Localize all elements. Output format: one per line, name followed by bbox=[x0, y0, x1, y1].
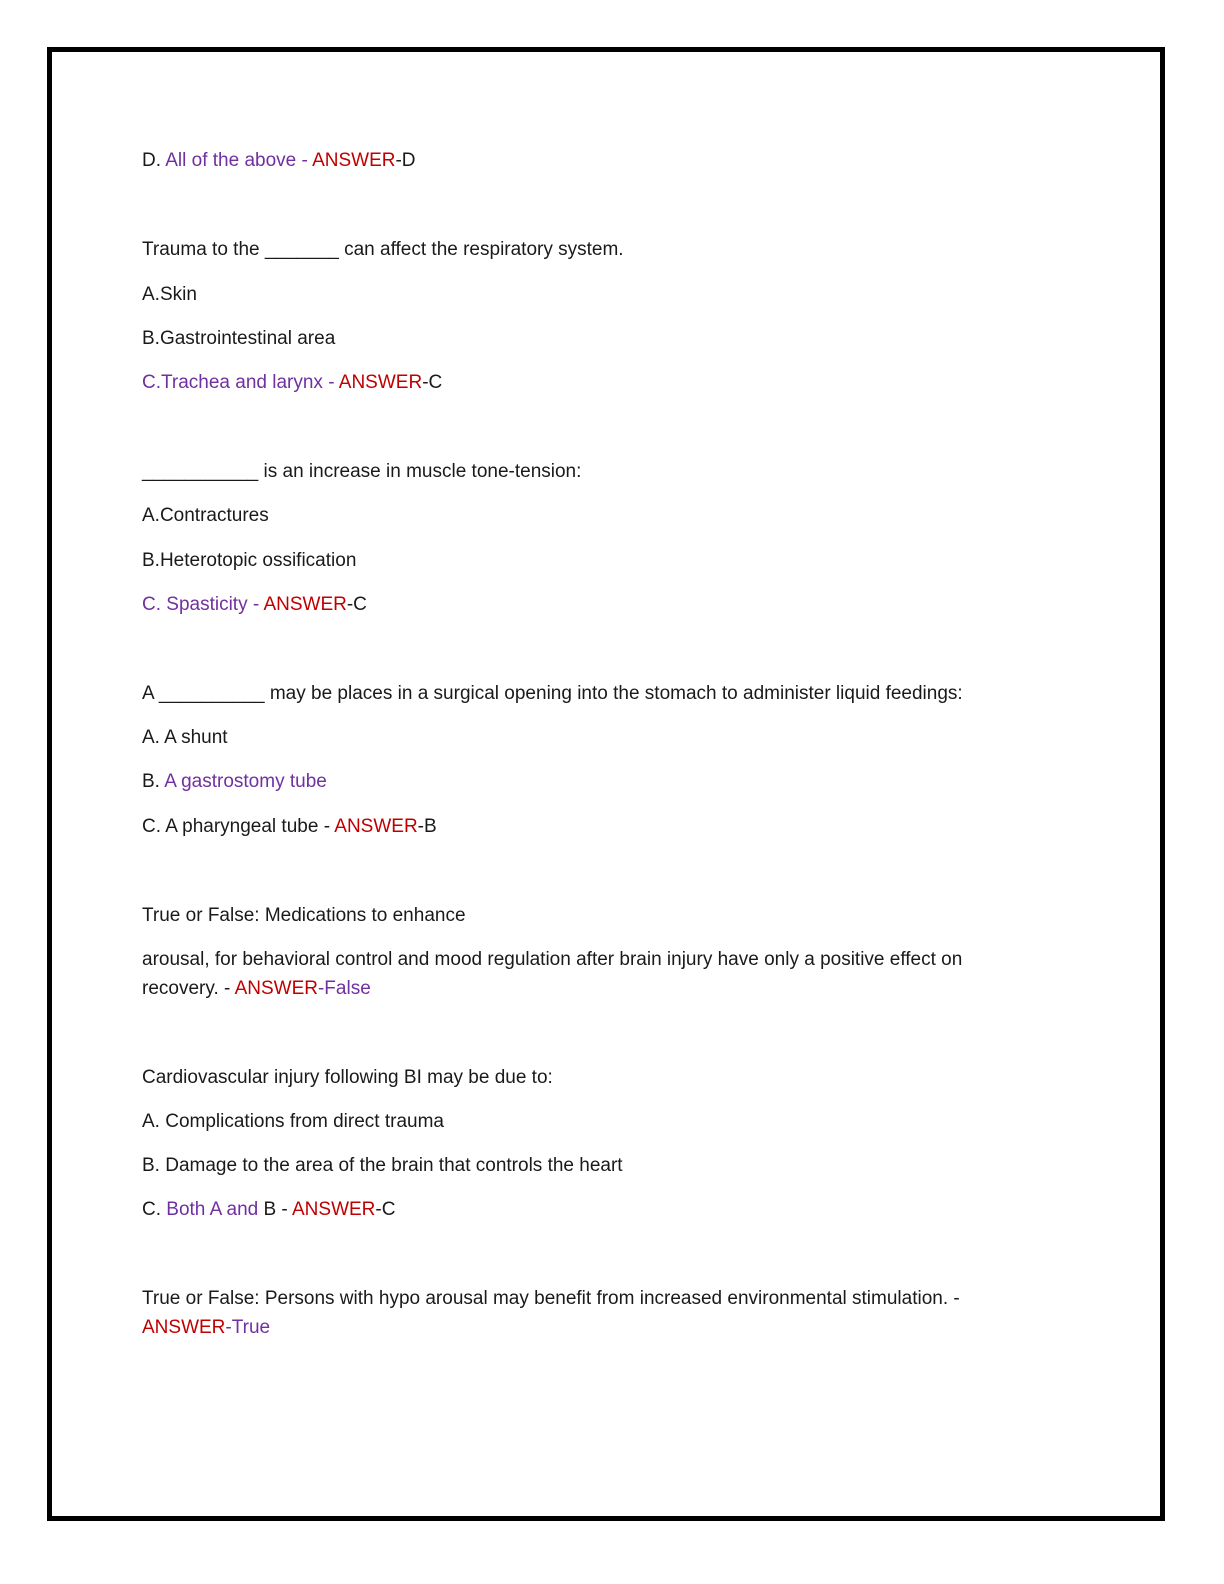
q1-option-c bbox=[142, 368, 442, 397]
separator: - bbox=[276, 1199, 292, 1220]
question-text: arousal, for behavioral control and mood regulation after brain injury have only a positive effect on recovery. bbox=[142, 949, 963, 999]
answer-label: ANSWER bbox=[292, 1199, 376, 1220]
q3-option-a: A. A shunt bbox=[142, 727, 228, 748]
separator: - bbox=[322, 372, 339, 393]
q1-option-a: A.Skin bbox=[142, 284, 197, 305]
separator: - bbox=[247, 594, 264, 615]
q5-option-a: A. Complications from direct trauma bbox=[142, 1111, 444, 1132]
option-text: Both A and bbox=[166, 1199, 259, 1220]
answer-value: -C bbox=[346, 594, 367, 615]
separator: - bbox=[318, 816, 335, 837]
q0-option-d bbox=[142, 146, 416, 175]
q2-option-a: A.Contractures bbox=[142, 505, 269, 526]
option-text: All of the above bbox=[165, 150, 297, 171]
option-text-rest: B bbox=[258, 1199, 277, 1220]
q5-option-b: B. Damage to the area of the brain that controls the heart bbox=[142, 1155, 623, 1176]
q4-question-line2 bbox=[142, 945, 1022, 1003]
answer-value: -D bbox=[395, 150, 416, 171]
answer-label: ANSWER bbox=[234, 978, 318, 999]
separator: - bbox=[218, 978, 235, 999]
q3-option-b bbox=[142, 767, 327, 796]
answer-value: -True bbox=[225, 1317, 271, 1338]
q2-question: ___________ is an increase in muscle tone-tension: bbox=[142, 461, 582, 482]
option-text: C.Trachea and larynx bbox=[142, 372, 323, 393]
answer-value: -False bbox=[317, 978, 371, 999]
separator: - bbox=[296, 150, 313, 171]
q1-question: Trauma to the _______ can affect the respiratory system. bbox=[142, 239, 624, 260]
answer-label: ANSWER bbox=[312, 150, 396, 171]
question-text: True or False: Persons with hypo arousal may benefit from increased environmental stimulation. bbox=[142, 1288, 949, 1309]
q5-option-c bbox=[142, 1195, 395, 1224]
q4-question-line1: True or False: Medications to enhance bbox=[142, 905, 466, 926]
option-prefix: B. bbox=[142, 771, 165, 792]
answer-label: ANSWER bbox=[263, 594, 347, 615]
option-text: C. A pharyngeal tube bbox=[142, 816, 319, 837]
answer-label: ANSWER bbox=[334, 816, 418, 837]
q3-question: A __________ may be places in a surgical opening into the stomach to administer liquid feedings: bbox=[142, 683, 963, 704]
option-text: C. Spasticity bbox=[142, 594, 248, 615]
answer-value: -B bbox=[417, 816, 437, 837]
q2-option-c bbox=[142, 590, 367, 619]
answer-label: ANSWER bbox=[338, 372, 423, 393]
q2-option-b: B.Heterotopic ossification bbox=[142, 550, 357, 571]
answer-label: ANSWER bbox=[142, 1317, 226, 1338]
q6-question bbox=[142, 1284, 1022, 1342]
answer-value: -C bbox=[375, 1199, 396, 1220]
option-text: A gastrostomy tube bbox=[164, 771, 327, 792]
option-prefix: D. bbox=[142, 150, 166, 171]
option-prefix: C. bbox=[142, 1199, 167, 1220]
answer-value: -C bbox=[422, 372, 443, 393]
separator: - bbox=[948, 1288, 960, 1309]
q1-option-b: B.Gastrointestinal area bbox=[142, 328, 336, 349]
q3-option-c bbox=[142, 812, 437, 841]
q5-question: Cardiovascular injury following BI may be due to: bbox=[142, 1067, 553, 1088]
